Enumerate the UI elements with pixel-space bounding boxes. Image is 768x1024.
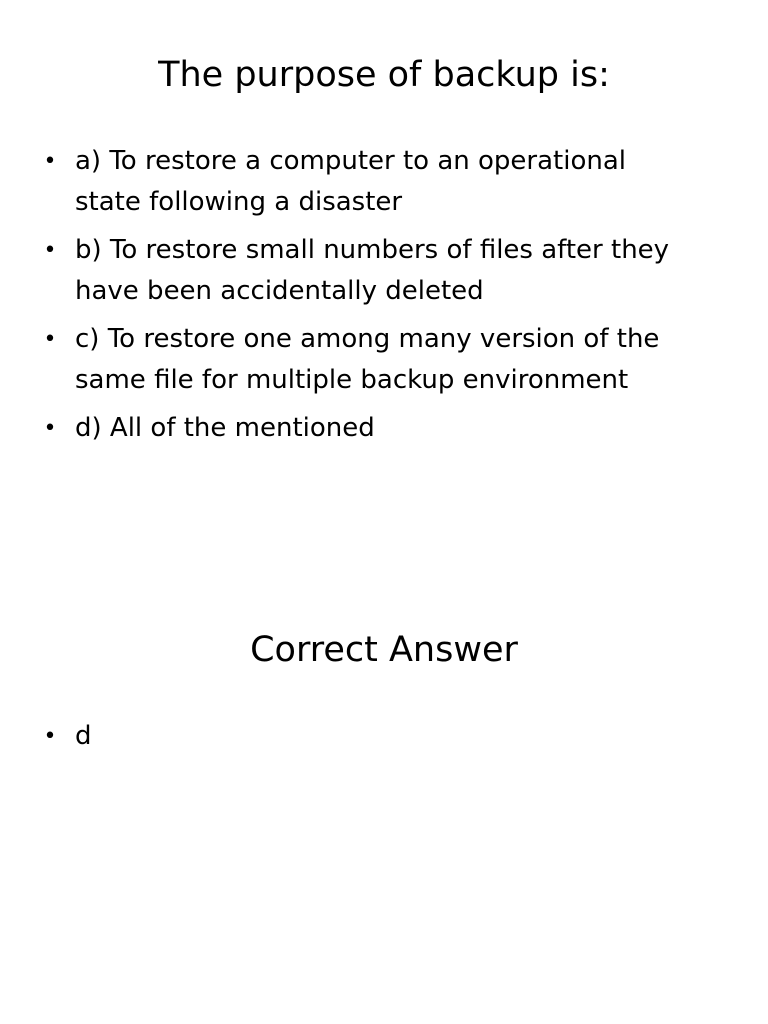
bullet-icon: • xyxy=(43,724,57,749)
option-line: have been accidentally deleted xyxy=(75,276,484,306)
bullet-icon: • xyxy=(43,416,57,441)
question-title: The purpose of backup is: xyxy=(158,55,610,95)
option-item-a xyxy=(0,141,740,223)
answer-title: Correct Answer xyxy=(250,630,518,670)
option-text xyxy=(75,319,725,401)
option-text xyxy=(75,141,725,223)
option-text xyxy=(75,230,725,312)
answer-list xyxy=(0,716,740,764)
answer-item xyxy=(0,716,740,757)
option-item-d xyxy=(0,408,740,449)
option-line: d) All of the mentioned xyxy=(75,413,375,443)
answer-slide xyxy=(0,600,768,1024)
option-line: state following a disaster xyxy=(75,187,403,217)
options-list xyxy=(0,141,740,456)
bullet-icon: • xyxy=(43,238,57,263)
option-line: b) To restore small numbers of files after they xyxy=(75,235,670,265)
option-line: c) To restore one among many version of the xyxy=(75,324,660,354)
option-text xyxy=(75,408,725,449)
option-item-b xyxy=(0,230,740,312)
bullet-icon: • xyxy=(43,149,57,174)
option-item-c xyxy=(0,319,740,401)
bullet-icon: • xyxy=(43,327,57,352)
option-line: same file for multiple backup environment xyxy=(75,365,629,395)
option-line: a) To restore a computer to an operational xyxy=(75,146,627,176)
answer-value: d xyxy=(75,721,92,751)
